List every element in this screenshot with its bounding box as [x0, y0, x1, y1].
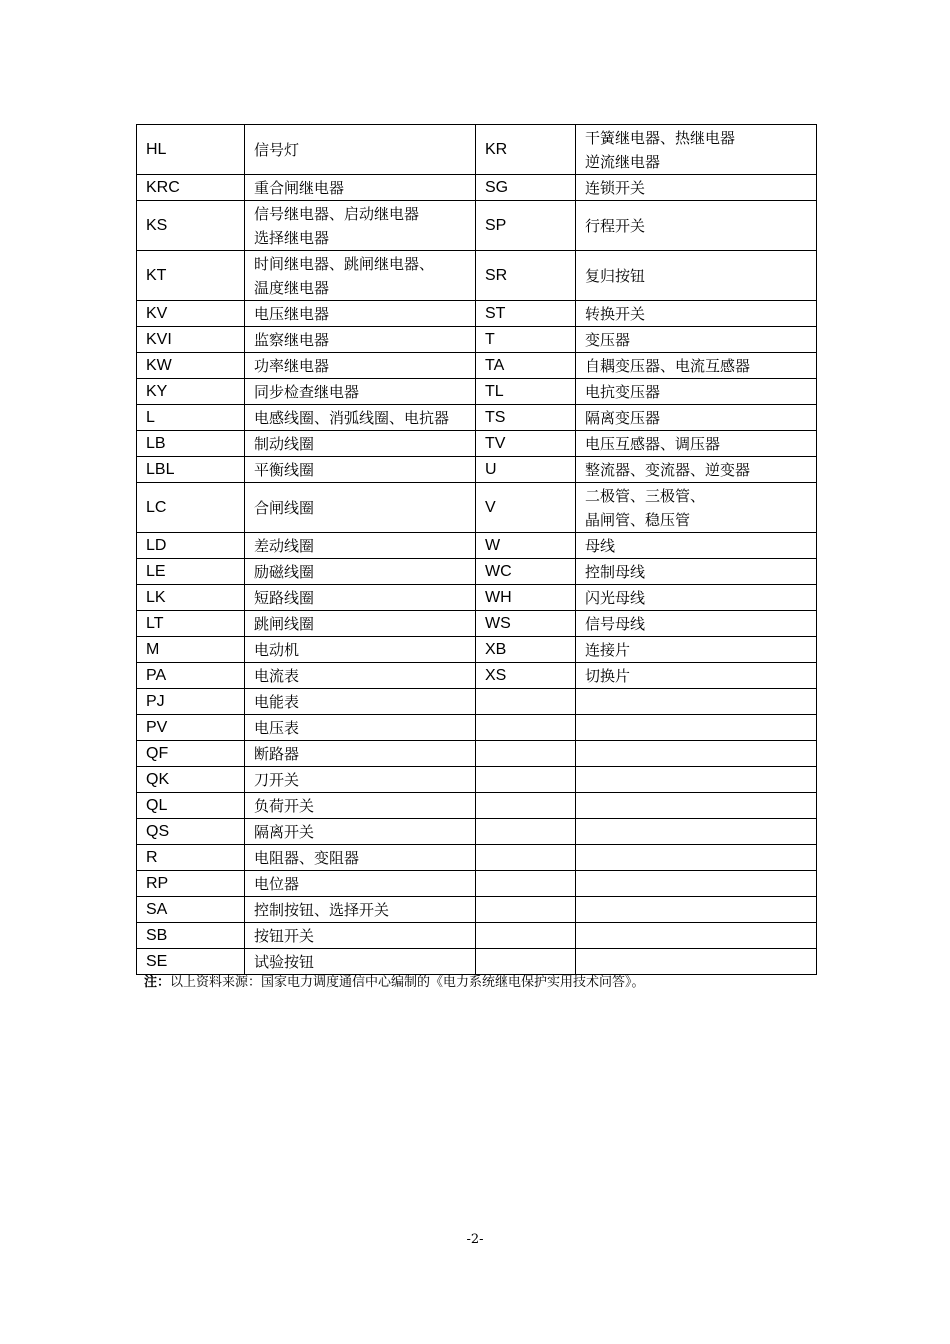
- symbol-name-right: [576, 845, 817, 871]
- symbol-name-right: 变压器: [576, 327, 817, 353]
- symbol-name-right: 干簧继电器、热继电器 逆流继电器: [576, 125, 817, 175]
- symbol-code-right: WH: [476, 585, 576, 611]
- symbol-code-right: [476, 741, 576, 767]
- symbol-name-left: 重合闸继电器: [245, 175, 476, 201]
- symbol-code-right: [476, 819, 576, 845]
- symbol-code-left: PJ: [137, 689, 245, 715]
- symbol-name-right: 信号母线: [576, 611, 817, 637]
- symbol-code-left: LC: [137, 483, 245, 533]
- table-row: [137, 483, 817, 533]
- symbol-name-left: 电流表: [245, 663, 476, 689]
- symbol-name-right: 自耦变压器、电流互感器: [576, 353, 817, 379]
- symbol-name-right: 行程开关: [576, 201, 817, 251]
- symbol-name-left: 控制按钮、选择开关: [245, 897, 476, 923]
- table-row: [137, 897, 817, 923]
- symbol-name-left: 励磁线圈: [245, 559, 476, 585]
- symbol-code-right: WS: [476, 611, 576, 637]
- symbol-code-right: TL: [476, 379, 576, 405]
- symbol-code-right: [476, 949, 576, 975]
- symbol-code-right: [476, 715, 576, 741]
- table-row: [137, 741, 817, 767]
- symbol-code-right: TA: [476, 353, 576, 379]
- symbol-name-left: 电阻器、变阻器: [245, 845, 476, 871]
- symbol-name-left: 同步检查继电器: [245, 379, 476, 405]
- table-row: [137, 767, 817, 793]
- table-row: [137, 845, 817, 871]
- symbol-name-left: 电压表: [245, 715, 476, 741]
- symbol-code-right: TV: [476, 431, 576, 457]
- symbol-code-right: [476, 897, 576, 923]
- symbol-code-left: QK: [137, 767, 245, 793]
- table-row: [137, 689, 817, 715]
- symbol-name-left: 电压继电器: [245, 301, 476, 327]
- symbol-code-left: QF: [137, 741, 245, 767]
- symbol-code-right: [476, 845, 576, 871]
- symbol-name-right: 电抗变压器: [576, 379, 817, 405]
- note-label: 注：: [144, 975, 171, 990]
- symbol-code-right: W: [476, 533, 576, 559]
- symbol-code-left: RP: [137, 871, 245, 897]
- symbol-code-left: LB: [137, 431, 245, 457]
- symbol-name-right: 隔离变压器: [576, 405, 817, 431]
- symbol-name-right: [576, 715, 817, 741]
- symbol-code-right: V: [476, 483, 576, 533]
- symbol-name-right: 二极管、三极管、 晶闸管、稳压管: [576, 483, 817, 533]
- table-row: [137, 663, 817, 689]
- symbol-name-right: [576, 871, 817, 897]
- table-row: [137, 201, 817, 251]
- table-row: [137, 611, 817, 637]
- symbol-code-right: TS: [476, 405, 576, 431]
- symbol-code-right: KR: [476, 125, 576, 175]
- symbol-name-right: [576, 923, 817, 949]
- symbol-code-right: XS: [476, 663, 576, 689]
- symbol-name-right: [576, 819, 817, 845]
- symbol-name-right: 整流器、变流器、逆变器: [576, 457, 817, 483]
- symbol-code-left: SB: [137, 923, 245, 949]
- note-text: 以上资料来源：国家电力调度通信中心编制的《电力系统继电保护实用技术问答》。: [170, 975, 645, 990]
- symbol-name-right: 切换片: [576, 663, 817, 689]
- table-row: [137, 431, 817, 457]
- symbol-name-left: 功率继电器: [245, 353, 476, 379]
- source-note: [144, 974, 824, 992]
- table-row: [137, 353, 817, 379]
- symbol-code-left: LD: [137, 533, 245, 559]
- symbol-code-right: U: [476, 457, 576, 483]
- symbol-code-left: HL: [137, 125, 245, 175]
- table-row: [137, 949, 817, 975]
- symbol-code-left: KS: [137, 201, 245, 251]
- symbol-code-left: LBL: [137, 457, 245, 483]
- symbol-name-left: 跳闸线圈: [245, 611, 476, 637]
- symbol-name-left: 隔离开关: [245, 819, 476, 845]
- symbol-name-left: 监察继电器: [245, 327, 476, 353]
- symbol-code-left: PV: [137, 715, 245, 741]
- symbol-code-right: XB: [476, 637, 576, 663]
- symbol-name-right: 转换开关: [576, 301, 817, 327]
- symbol-code-left: LT: [137, 611, 245, 637]
- table-row: [137, 457, 817, 483]
- symbol-code-right: T: [476, 327, 576, 353]
- symbol-code-left: KVI: [137, 327, 245, 353]
- symbol-code-right: [476, 793, 576, 819]
- symbol-name-left: 刀开关: [245, 767, 476, 793]
- symbol-name-right: [576, 767, 817, 793]
- symbol-code-left: M: [137, 637, 245, 663]
- symbol-name-right: [576, 741, 817, 767]
- page-number: -2-: [466, 1232, 484, 1247]
- symbol-name-left: 电能表: [245, 689, 476, 715]
- symbol-code-right: [476, 923, 576, 949]
- symbol-name-left: 试验按钮: [245, 949, 476, 975]
- symbol-name-right: 连锁开关: [576, 175, 817, 201]
- symbol-name-left: 负荷开关: [245, 793, 476, 819]
- symbol-code-left: KV: [137, 301, 245, 327]
- symbol-name-left: 断路器: [245, 741, 476, 767]
- symbol-code-right: SR: [476, 251, 576, 301]
- symbol-code-right: [476, 689, 576, 715]
- symbol-code-left: QS: [137, 819, 245, 845]
- symbol-code-left: SE: [137, 949, 245, 975]
- symbol-name-right: [576, 897, 817, 923]
- symbol-code-left: LK: [137, 585, 245, 611]
- symbol-name-left: 合闸线圈: [245, 483, 476, 533]
- symbol-name-left: 按钮开关: [245, 923, 476, 949]
- symbol-code-left: KW: [137, 353, 245, 379]
- symbol-code-left: SA: [137, 897, 245, 923]
- symbol-name-right: 闪光母线: [576, 585, 817, 611]
- symbol-name-left: 电位器: [245, 871, 476, 897]
- symbol-code-left: KY: [137, 379, 245, 405]
- table-row: [137, 175, 817, 201]
- table-row: [137, 793, 817, 819]
- symbol-code-left: L: [137, 405, 245, 431]
- symbol-name-right: [576, 689, 817, 715]
- symbol-code-left: LE: [137, 559, 245, 585]
- symbol-code-right: SP: [476, 201, 576, 251]
- table-row: [137, 585, 817, 611]
- symbol-name-right: 复归按钮: [576, 251, 817, 301]
- table-row: [137, 301, 817, 327]
- symbol-name-right: 控制母线: [576, 559, 817, 585]
- symbol-code-right: WC: [476, 559, 576, 585]
- symbol-name-right: 连接片: [576, 637, 817, 663]
- symbol-name-left: 信号继电器、启动继电器 选择继电器: [245, 201, 476, 251]
- table-row: [137, 923, 817, 949]
- table-row: [137, 405, 817, 431]
- symbol-code-right: ST: [476, 301, 576, 327]
- table-row: [137, 251, 817, 301]
- symbol-name-right: 母线: [576, 533, 817, 559]
- table-row: [137, 533, 817, 559]
- symbol-code-left: QL: [137, 793, 245, 819]
- symbol-name-left: 短路线圈: [245, 585, 476, 611]
- symbol-name-left: 差动线圈: [245, 533, 476, 559]
- table-row: [137, 819, 817, 845]
- symbol-name-right: [576, 793, 817, 819]
- symbol-name-left: 电感线圈、消弧线圈、电抗器: [245, 405, 476, 431]
- symbol-code-right: SG: [476, 175, 576, 201]
- symbol-name-left: 电动机: [245, 637, 476, 663]
- table-row: [137, 871, 817, 897]
- table-row: [137, 715, 817, 741]
- symbol-code-left: PA: [137, 663, 245, 689]
- symbol-code-right: [476, 871, 576, 897]
- symbol-code-left: KT: [137, 251, 245, 301]
- symbol-name-right: 电压互感器、调压器: [576, 431, 817, 457]
- table-row: [137, 125, 817, 175]
- symbol-name-left: 平衡线圈: [245, 457, 476, 483]
- table-row: [137, 379, 817, 405]
- symbol-code-left: KRC: [137, 175, 245, 201]
- symbol-name-left: 信号灯: [245, 125, 476, 175]
- table-row: [137, 637, 817, 663]
- symbol-name-left: 制动线圈: [245, 431, 476, 457]
- symbol-table-body: [137, 125, 817, 975]
- symbol-name-left: 时间继电器、跳闸继电器、 温度继电器: [245, 251, 476, 301]
- symbol-code-right: [476, 767, 576, 793]
- table-row: [137, 327, 817, 353]
- table-row: [137, 559, 817, 585]
- symbol-name-right: [576, 949, 817, 975]
- symbol-code-left: R: [137, 845, 245, 871]
- symbol-table: [136, 124, 817, 975]
